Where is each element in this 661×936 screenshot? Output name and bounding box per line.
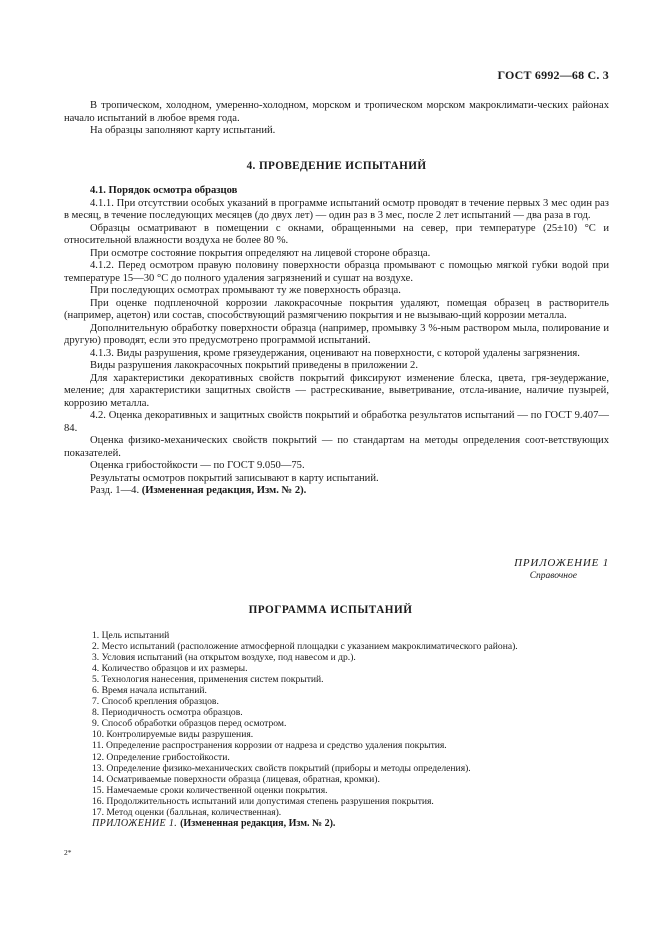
paragraph: Оценка грибостойкости — по ГОСТ 9.050—75. [90,460,305,471]
paragraph: Дополнительную обработку поверхности образца (например, промывку 3 %-ным раствором мыла, полирование и другую) проводят, если это предусмотрено программой испытаний. [64,322,609,346]
program-list [92,630,622,829]
appendix-label-block [514,557,609,581]
change-note-bold: (Измененная редакция, Изм. № 2). [180,817,336,829]
appendix-label: ПРИЛОЖЕНИЕ 1 [514,557,609,569]
change-note-italic: ПРИЛОЖЕНИЕ 1. [92,817,181,829]
list-item: 3. Условия испытаний (на открытом воздухе, под навесом и др.). [92,652,356,664]
paragraph: 4.1.1. При отсутствии особых указаний в программе испытаний осмотр проводят в течение первых 3 мес один раз в месяц, в течение последующих месяцев (до двух лет) — один раз в 3 мес, после 2 лет испытаний — два раза в год. [64,197,609,221]
list-item: 16. Продолжительность испытаний или допустимая степень разрушения покрытия. [92,795,434,807]
paragraph: Виды разрушения лакокрасочных покрытий приведены в приложении 2. [90,360,418,371]
list-item: 14. Осматриваемые поверхности образца (лицевая, обратная, кромки). [92,773,380,785]
sub-heading: 4.1. Порядок осмотра образцов [90,185,238,196]
paragraph: Для характеристики декоративных свойств покрытий фиксируют изменение блеска, цвета, гря-зеудержание, меление; для характеристики защитных свойств — растрескивание, выветривание, отсла-ивание, наличие пузырей, коррозию металла. [64,372,609,409]
list-item: 4. Количество образцов и их размеры. [92,663,248,675]
section-title: 4. ПРОВЕДЕНИЕ ИСПЫТАНИЙ [246,159,427,172]
list-item: 1. Цель испытаний [92,630,170,641]
intro-paragraph: В тропическом, холодном, умеренно-холодном, морском и тропическом морском макроклимати-ческих районах начало испытаний в любое время года. [64,100,609,124]
list-item: 6. Время начала испытаний. [92,685,207,697]
list-item: 13. Определение физико-механических свойств покрытий (приборы и методы определения). [92,762,471,774]
paragraph: При оценке подпленочной коррозии лакокрасочные покрытия удаляют, помещая образец в растворитель (например, ацетон) или состав, способствующий размягчению покрытия и не вызываю-щий коррозии металла. [64,297,609,321]
list-item: 10. Контролируемые виды разрушения. [92,729,254,741]
paragraph: 4.2. Оценка декоративных и защитных свойств покрытий и обработка результатов испытаний — по ГОСТ 9.407—84. [64,410,609,434]
appendix-title: ПРОГРАММА ИСПЫТАНИЙ [248,604,413,616]
list-item: 8. Периодичность осмотра образцов. [92,707,243,719]
paragraph: Оценка физико-механических свойств покрытий — по стандартам на методы определения соот-ветствующих показателей. [64,435,609,459]
paragraph: При осмотре состояние покрытия определяют на лицевой стороне образца. [90,247,431,259]
page-footnote: 2* [64,848,72,857]
list-item: 2. Место испытаний (расположение атмосферной площадки с указанием макроклиматического района). [92,641,518,653]
list-item: 17. Метод оценки (балльная, количественная). [92,806,282,818]
paragraph: Образцы осматривают в помещении с окнами, обращенными на север, при температуре (25±10) °С и относительной влажности воздуха не более 80 %. [64,222,609,246]
list-item: 5. Технология нанесения, применения систем покрытий. [92,674,324,686]
list-item: 7. Способ крепления образцов. [92,696,219,708]
document-body [64,100,609,498]
appendix-change-note [92,818,622,829]
paragraph: Результаты осмотров покрытий записывают в карту испытаний. [90,472,379,484]
appendix-type: Справочное [529,571,577,581]
list-item: 15. Намечаемые сроки количественной оценки покрытия. [92,784,328,796]
page-header: ГОСТ 6992—68 С. 3 [497,68,609,82]
paragraph: 4.1.2. Перед осмотром правую половину поверхности образца промывают с помощью мягкой губки водой при температуре 15—30 °С до полного удаления загрязнений и сушат на воздухе. [64,260,609,284]
change-note [64,485,609,498]
paragraph: 4.1.3. Виды разрушения, кроме грязеудержания, оценивают на поверхности, с которой удалены загрязнения. [90,347,580,359]
list-item: 12. Определение грибостойкости. [92,751,230,763]
list-item: 11. Определение распространения коррозии от надреза и средство удаления покрытия. [92,740,447,752]
change-note-prefix: Разд. 1—4. [90,485,142,496]
intro-paragraph: На образцы заполняют карту испытаний. [90,125,276,136]
paragraph: При последующих осмотрах промывают ту же поверхность образца. [90,285,401,296]
list-item: 9. Способ обработки образцов перед осмотром. [92,718,287,730]
change-note-bold: (Измененная редакция, Изм. № 2). [141,485,307,496]
